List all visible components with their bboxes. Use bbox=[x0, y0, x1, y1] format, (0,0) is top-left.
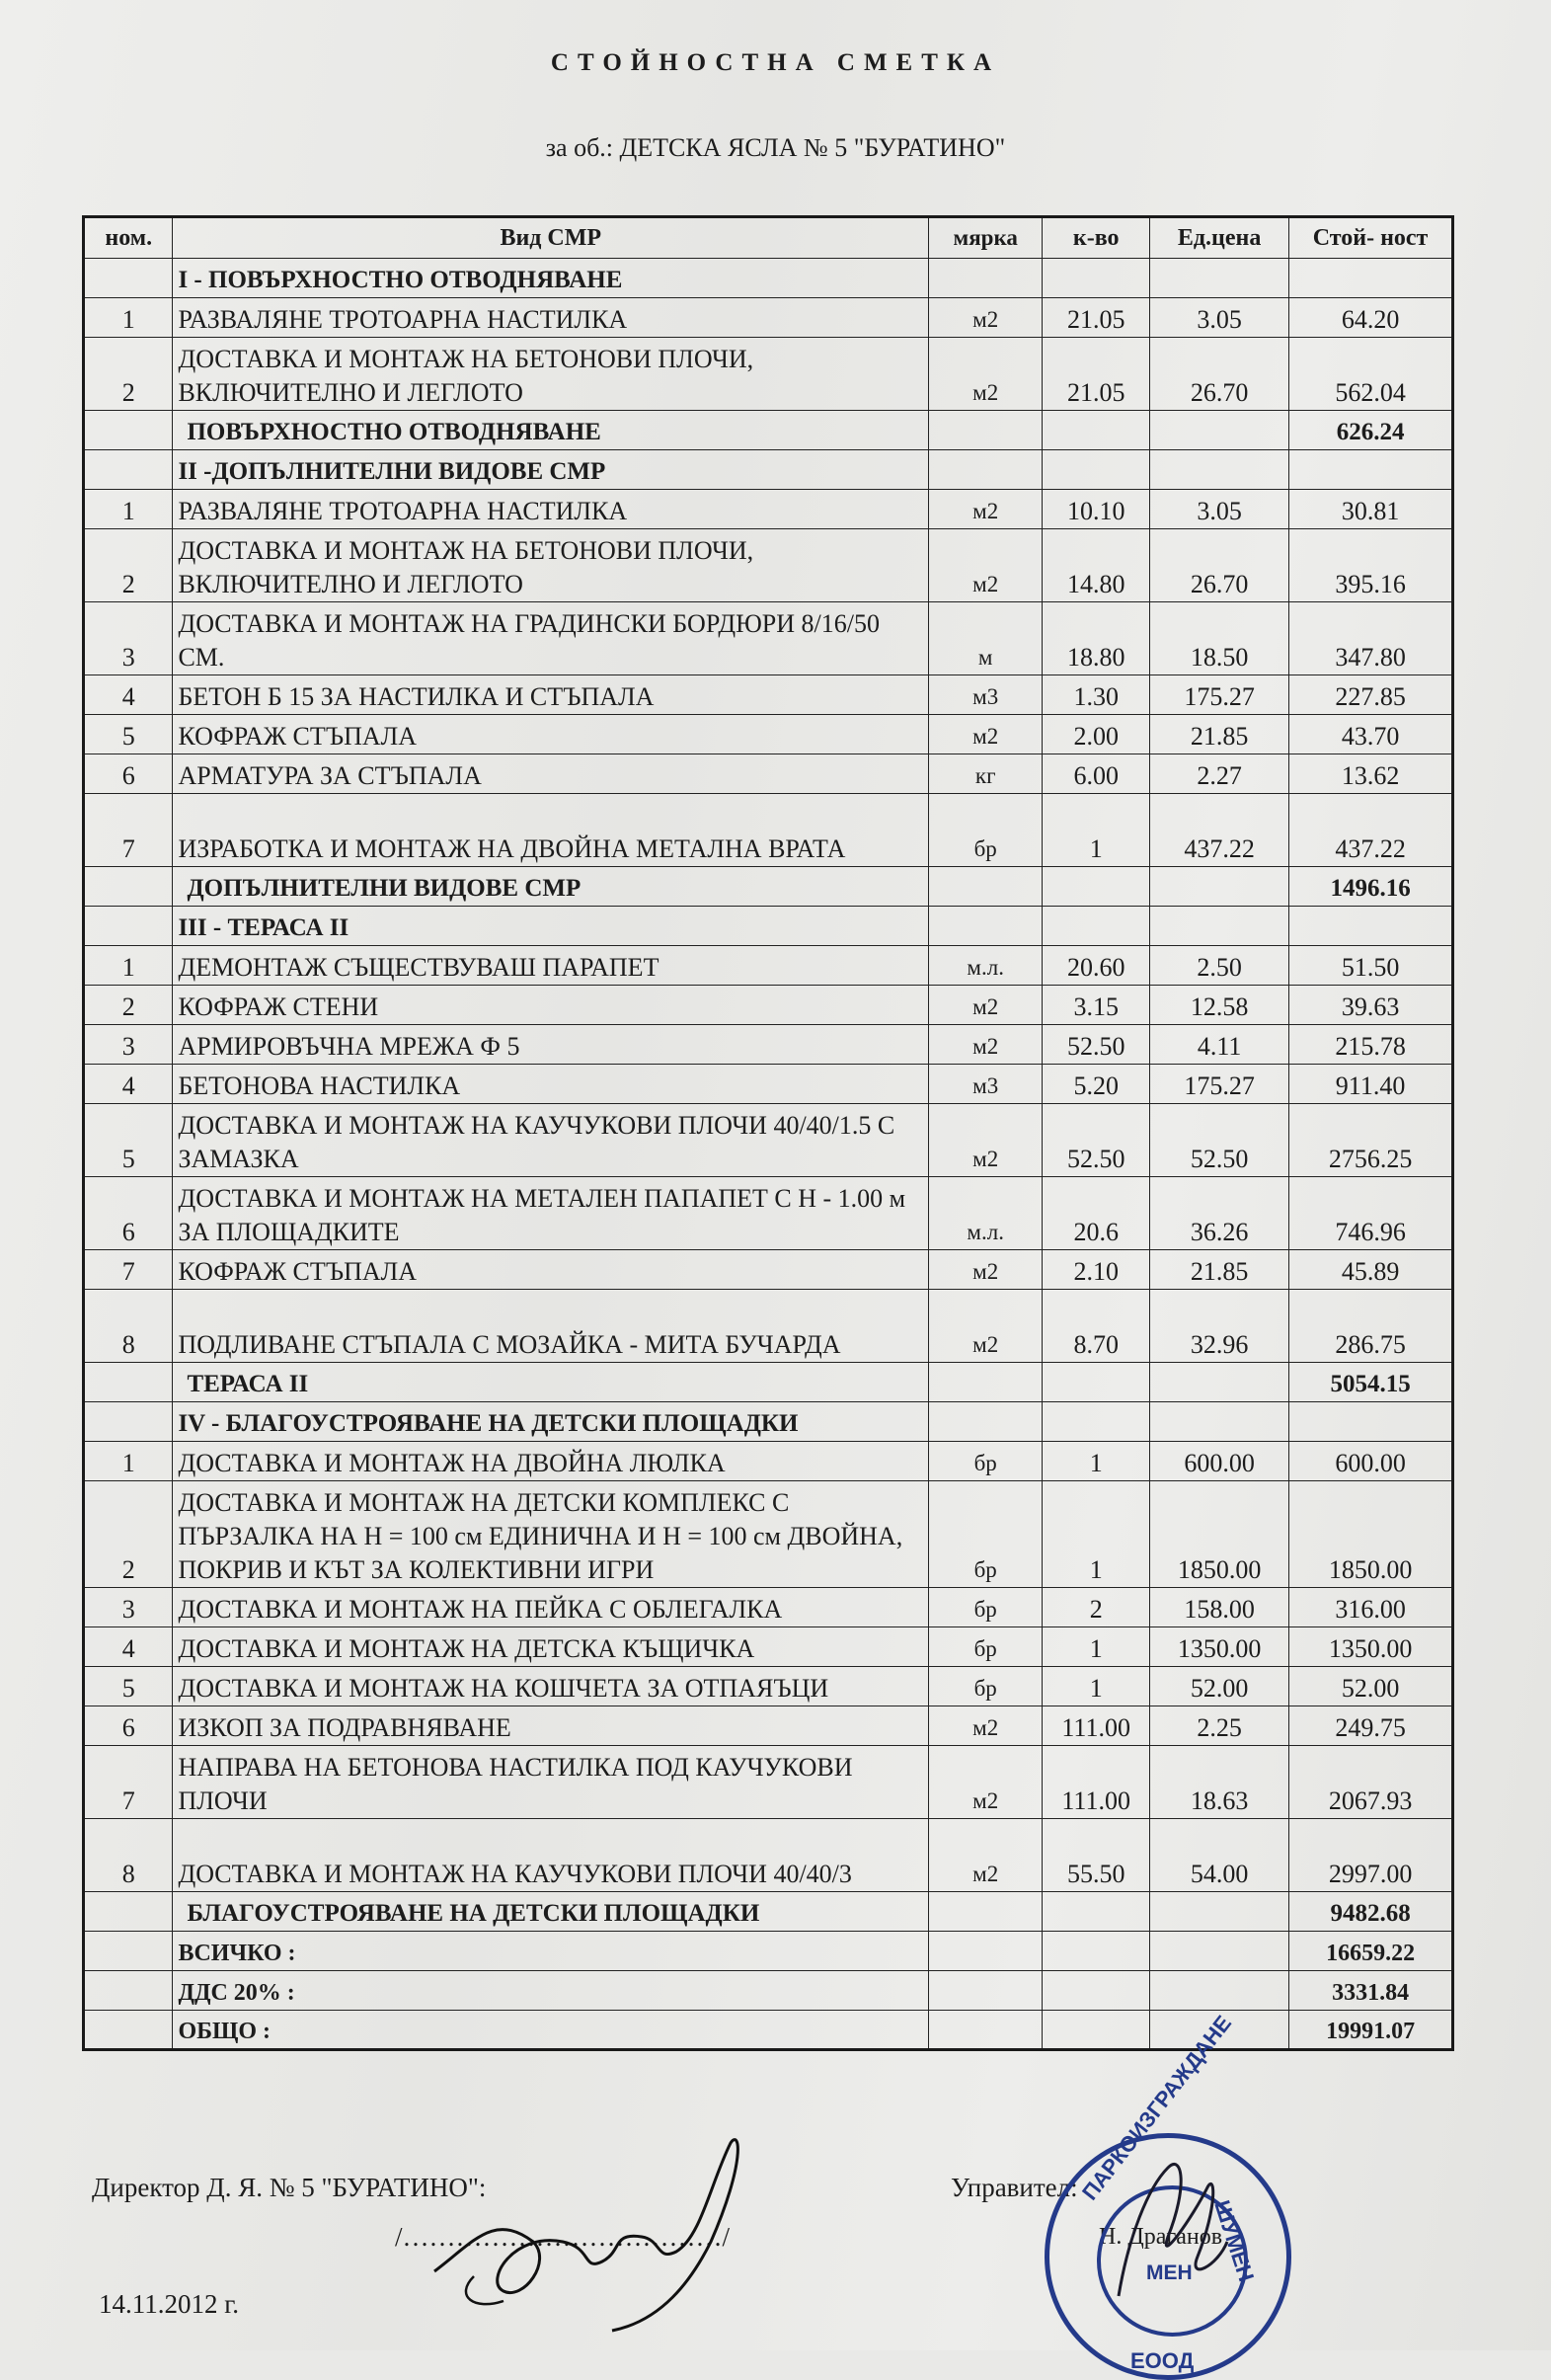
cell-price bbox=[1150, 907, 1289, 946]
cell-total: 227.85 bbox=[1289, 675, 1453, 715]
cell-total: 316.00 bbox=[1289, 1588, 1453, 1627]
cell-num: 4 bbox=[84, 1627, 173, 1667]
table-row bbox=[84, 1588, 1453, 1627]
cell-qty bbox=[1043, 259, 1150, 298]
cell-price bbox=[1150, 259, 1289, 298]
cell-num: 6 bbox=[84, 1706, 173, 1746]
cell-qty bbox=[1043, 411, 1150, 450]
cell-unit bbox=[929, 1892, 1043, 1932]
cell-price: 18.63 bbox=[1150, 1746, 1289, 1819]
table-row bbox=[84, 1250, 1453, 1290]
cell-unit: м2 bbox=[929, 1025, 1043, 1065]
manager-signature bbox=[1099, 2148, 1237, 2316]
cell-num bbox=[84, 907, 173, 946]
cell-num: 2 bbox=[84, 529, 173, 602]
cell-unit: м.л. bbox=[929, 1177, 1043, 1250]
cell-name: ВСИЧКО : bbox=[173, 1932, 929, 1971]
cell-name: ДОСТАВКА И МОНТАЖ НА КОШЧЕТА ЗА ОТПАЯЪЦИ bbox=[173, 1667, 929, 1706]
cell-price: 36.26 bbox=[1150, 1177, 1289, 1250]
cell-total: 39.63 bbox=[1289, 986, 1453, 1025]
summary-row bbox=[84, 1932, 1453, 1971]
table-row bbox=[84, 1819, 1453, 1892]
cell-name: ДДС 20% : bbox=[173, 1971, 929, 2011]
cell-num: 2 bbox=[84, 986, 173, 1025]
cell-unit: м2 bbox=[929, 338, 1043, 411]
cell-total: 52.00 bbox=[1289, 1667, 1453, 1706]
cell-num: 2 bbox=[84, 1481, 173, 1588]
table-row bbox=[84, 1706, 1453, 1746]
cell-num bbox=[84, 1363, 173, 1402]
cell-price: 3.05 bbox=[1150, 490, 1289, 529]
table-row bbox=[84, 1025, 1453, 1065]
cell-total: 5054.15 bbox=[1289, 1363, 1453, 1402]
cell-unit bbox=[929, 450, 1043, 490]
cell-name: РАЗВАЛЯНЕ ТРОТОАРНА НАСТИЛКА bbox=[173, 298, 929, 338]
cell-name: ДОСТАВКА И МОНТАЖ НА БЕТОНОВИ ПЛОЧИ, ВКЛЮЧИТЕЛНО И ЛЕГЛОТО bbox=[173, 529, 929, 602]
cell-num bbox=[84, 450, 173, 490]
table-row bbox=[84, 1627, 1453, 1667]
cell-qty: 20.6 bbox=[1043, 1177, 1150, 1250]
cell-qty bbox=[1043, 2011, 1150, 2050]
cell-price: 52.00 bbox=[1150, 1667, 1289, 1706]
table-row bbox=[84, 490, 1453, 529]
cell-total: 13.62 bbox=[1289, 754, 1453, 794]
cell-price: 4.11 bbox=[1150, 1025, 1289, 1065]
cell-num: 7 bbox=[84, 1250, 173, 1290]
cell-num: 8 bbox=[84, 1819, 173, 1892]
table-row bbox=[84, 1104, 1453, 1177]
stamp-text-bottom: ЕООД bbox=[1130, 2348, 1195, 2373]
director-label: Директор Д. Я. № 5 "БУРАТИНО": bbox=[92, 2173, 487, 2202]
cell-name: ДОСТАВКА И МОНТАЖ НА ДЕТСКИ КОМПЛЕКС С ПЪРЗАЛКА НА Н = 100 см ЕДИНИЧНА И Н = 100 см ДВОЙНА, ПОКРИВ И КЪТ ЗА КОЛЕКТИВНИ ИГРИ bbox=[173, 1481, 929, 1588]
cell-unit: м2 bbox=[929, 1819, 1043, 1892]
table-row bbox=[84, 1442, 1453, 1481]
cell-qty: 20.60 bbox=[1043, 946, 1150, 986]
cell-total: 437.22 bbox=[1289, 794, 1453, 867]
cell-num bbox=[84, 1892, 173, 1932]
cell-total: 600.00 bbox=[1289, 1442, 1453, 1481]
cell-price: 158.00 bbox=[1150, 1588, 1289, 1627]
cell-price: 2.25 bbox=[1150, 1706, 1289, 1746]
cell-unit: м2 bbox=[929, 490, 1043, 529]
cell-name: ПОДЛИВАНЕ СТЪПАЛА С МОЗАЙКА - МИТА БУЧАРДА bbox=[173, 1290, 929, 1363]
table-row bbox=[84, 298, 1453, 338]
cell-qty: 1 bbox=[1043, 1667, 1150, 1706]
cell-unit: м2 bbox=[929, 1104, 1043, 1177]
cell-name: БЕТОН Б 15 ЗА НАСТИЛКА И СТЪПАЛА bbox=[173, 675, 929, 715]
cell-price bbox=[1150, 1363, 1289, 1402]
cell-name: II -ДОПЪЛНИТЕЛНИ ВИДОВЕ СМР bbox=[173, 450, 929, 490]
stamp-text-center: МЕН bbox=[1146, 2261, 1193, 2284]
cell-num bbox=[84, 411, 173, 450]
cell-num: 5 bbox=[84, 1667, 173, 1706]
cell-total: 64.20 bbox=[1289, 298, 1453, 338]
subtotal-row bbox=[84, 1363, 1453, 1402]
cell-name: ИЗРАБОТКА И МОНТАЖ НА ДВОЙНА МЕТАЛНА ВРАТА bbox=[173, 794, 929, 867]
cell-total: 562.04 bbox=[1289, 338, 1453, 411]
cell-total: 347.80 bbox=[1289, 602, 1453, 675]
cell-price: 175.27 bbox=[1150, 675, 1289, 715]
table-row bbox=[84, 715, 1453, 754]
cell-qty: 14.80 bbox=[1043, 529, 1150, 602]
table-row bbox=[84, 1667, 1453, 1706]
cell-num: 4 bbox=[84, 675, 173, 715]
table-header-row bbox=[84, 217, 1453, 259]
cell-num: 6 bbox=[84, 754, 173, 794]
cell-price: 2.50 bbox=[1150, 946, 1289, 986]
summary-row bbox=[84, 2011, 1453, 2050]
cell-total: 746.96 bbox=[1289, 1177, 1453, 1250]
cell-name: АРМАТУРА ЗА СТЪПАЛА bbox=[173, 754, 929, 794]
cell-total: 1350.00 bbox=[1289, 1627, 1453, 1667]
cell-name: ОБЩО : bbox=[173, 2011, 929, 2050]
cell-unit: бр bbox=[929, 1481, 1043, 1588]
cell-qty: 5.20 bbox=[1043, 1065, 1150, 1104]
cell-num: 1 bbox=[84, 1442, 173, 1481]
cell-total: 249.75 bbox=[1289, 1706, 1453, 1746]
cell-num: 1 bbox=[84, 946, 173, 986]
header-price: Ед.цена bbox=[1150, 217, 1289, 259]
table-row bbox=[84, 1177, 1453, 1250]
cell-num: 5 bbox=[84, 1104, 173, 1177]
table-row bbox=[84, 754, 1453, 794]
cell-qty: 21.05 bbox=[1043, 338, 1150, 411]
cell-qty: 1 bbox=[1043, 1442, 1150, 1481]
cell-name: ДЕМОНТАЖ СЪЩЕСТВУВАШ ПАРАПЕТ bbox=[173, 946, 929, 986]
subtotal-row bbox=[84, 411, 1453, 450]
cell-qty: 1 bbox=[1043, 1481, 1150, 1588]
header-unit: мярка bbox=[929, 217, 1043, 259]
cell-price bbox=[1150, 867, 1289, 907]
cell-unit bbox=[929, 1971, 1043, 2011]
manager-name: Н. Драганов bbox=[1099, 2224, 1223, 2250]
cell-name: I - ПОВЪРХНОСТНО ОТВОДНЯВАНЕ bbox=[173, 259, 929, 298]
table-row bbox=[84, 986, 1453, 1025]
cell-price bbox=[1150, 411, 1289, 450]
company-stamp bbox=[1045, 2011, 1291, 2380]
document-subtitle: за об.: ДЕТСКА ЯСЛА № 5 "БУРАТИНО" bbox=[545, 133, 1006, 162]
cell-name: БЛАГОУСТРОЯВАНЕ НА ДЕТСКИ ПЛОЩАДКИ bbox=[173, 1892, 929, 1932]
cell-name: КОФРАЖ СТЪПАЛА bbox=[173, 1250, 929, 1290]
cell-unit: кг bbox=[929, 754, 1043, 794]
cell-name: ДОСТАВКА И МОНТАЖ НА БЕТОНОВИ ПЛОЧИ, ВКЛЮЧИТЕЛНО И ЛЕГЛОТО bbox=[173, 338, 929, 411]
cell-unit: м.л. bbox=[929, 946, 1043, 986]
cell-total: 43.70 bbox=[1289, 715, 1453, 754]
cell-num: 7 bbox=[84, 1746, 173, 1819]
table-row bbox=[84, 794, 1453, 867]
section-row bbox=[84, 450, 1453, 490]
cell-num: 6 bbox=[84, 1177, 173, 1250]
cell-unit bbox=[929, 1363, 1043, 1402]
cell-price: 175.27 bbox=[1150, 1065, 1289, 1104]
cell-name: КОФРАЖ СТЪПАЛА bbox=[173, 715, 929, 754]
cell-price bbox=[1150, 1402, 1289, 1442]
cell-num: 3 bbox=[84, 602, 173, 675]
cell-num: 5 bbox=[84, 715, 173, 754]
subtotal-row bbox=[84, 1892, 1453, 1932]
cell-total: 16659.22 bbox=[1289, 1932, 1453, 1971]
cell-name: III - ТЕРАСА II bbox=[173, 907, 929, 946]
cell-qty bbox=[1043, 1892, 1150, 1932]
cell-num: 7 bbox=[84, 794, 173, 867]
cell-unit: бр bbox=[929, 1667, 1043, 1706]
cell-qty: 1.30 bbox=[1043, 675, 1150, 715]
cell-price bbox=[1150, 450, 1289, 490]
cell-num bbox=[84, 259, 173, 298]
cell-name: ДОСТАВКА И МОНТАЖ НА МЕТАЛЕН ПАПАПЕТ С Н - 1.00 м ЗА ПЛОЩАДКИТЕ bbox=[173, 1177, 929, 1250]
cell-qty: 55.50 bbox=[1043, 1819, 1150, 1892]
cell-total bbox=[1289, 907, 1453, 946]
cell-unit: м2 bbox=[929, 1290, 1043, 1363]
header-total: Стой- ност bbox=[1289, 217, 1453, 259]
cell-name: ДОСТАВКА И МОНТАЖ НА КАУЧУКОВИ ПЛОЧИ 40/40/1.5 С ЗАМАЗКА bbox=[173, 1104, 929, 1177]
cell-unit: м2 bbox=[929, 529, 1043, 602]
cell-total: 626.24 bbox=[1289, 411, 1453, 450]
section-row bbox=[84, 1402, 1453, 1442]
cell-total: 3331.84 bbox=[1289, 1971, 1453, 2011]
cell-total: 19991.07 bbox=[1289, 2011, 1453, 2050]
cell-qty bbox=[1043, 450, 1150, 490]
cell-price: 1850.00 bbox=[1150, 1481, 1289, 1588]
cell-price: 1350.00 bbox=[1150, 1627, 1289, 1667]
cell-num: 1 bbox=[84, 298, 173, 338]
cell-unit: бр bbox=[929, 1588, 1043, 1627]
cell-price: 26.70 bbox=[1150, 338, 1289, 411]
cell-qty bbox=[1043, 907, 1150, 946]
cell-price bbox=[1150, 1971, 1289, 2011]
cell-total: 30.81 bbox=[1289, 490, 1453, 529]
cell-qty: 2 bbox=[1043, 1588, 1150, 1627]
cell-name: РАЗВАЛЯНЕ ТРОТОАРНА НАСТИЛКА bbox=[173, 490, 929, 529]
cell-price: 32.96 bbox=[1150, 1290, 1289, 1363]
cell-price: 54.00 bbox=[1150, 1819, 1289, 1892]
header-name: Вид СМР bbox=[173, 217, 929, 259]
header-num: ном. bbox=[84, 217, 173, 259]
cell-qty: 18.80 bbox=[1043, 602, 1150, 675]
cell-qty: 111.00 bbox=[1043, 1746, 1150, 1819]
cell-price: 18.50 bbox=[1150, 602, 1289, 675]
cell-name: БЕТОНОВА НАСТИЛКА bbox=[173, 1065, 929, 1104]
cell-unit: м2 bbox=[929, 1746, 1043, 1819]
cell-name: ДОСТАВКА И МОНТАЖ НА КАУЧУКОВИ ПЛОЧИ 40/40/3 bbox=[173, 1819, 929, 1892]
cell-price: 21.85 bbox=[1150, 715, 1289, 754]
cell-price: 12.58 bbox=[1150, 986, 1289, 1025]
cell-qty bbox=[1043, 1402, 1150, 1442]
cell-unit bbox=[929, 907, 1043, 946]
table-row bbox=[84, 529, 1453, 602]
cell-total bbox=[1289, 259, 1453, 298]
cell-unit: бр bbox=[929, 1442, 1043, 1481]
cell-qty: 111.00 bbox=[1043, 1706, 1150, 1746]
cell-unit: м3 bbox=[929, 1065, 1043, 1104]
cell-total: 286.75 bbox=[1289, 1290, 1453, 1363]
cell-qty bbox=[1043, 1363, 1150, 1402]
cell-qty: 3.15 bbox=[1043, 986, 1150, 1025]
cell-unit: м3 bbox=[929, 675, 1043, 715]
cell-num: 3 bbox=[84, 1588, 173, 1627]
cell-price: 26.70 bbox=[1150, 529, 1289, 602]
cell-total: 9482.68 bbox=[1289, 1892, 1453, 1932]
cell-total: 215.78 bbox=[1289, 1025, 1453, 1065]
document-title: СТОЙНОСТНА СМЕТКА bbox=[550, 49, 1001, 76]
cell-unit: м2 bbox=[929, 298, 1043, 338]
cell-num: 8 bbox=[84, 1290, 173, 1363]
table-row bbox=[84, 1290, 1453, 1363]
cell-qty: 2.00 bbox=[1043, 715, 1150, 754]
cell-num bbox=[84, 2011, 173, 2050]
cell-name: ДОСТАВКА И МОНТАЖ НА ГРАДИНСКИ БОРДЮРИ 8/16/50 СМ. bbox=[173, 602, 929, 675]
cell-price: 2.27 bbox=[1150, 754, 1289, 794]
cell-qty: 6.00 bbox=[1043, 754, 1150, 794]
cell-name: ПОВЪРХНОСТНО ОТВОДНЯВАНЕ bbox=[173, 411, 929, 450]
stamp-text-right: ШУМЕН bbox=[1209, 2197, 1260, 2285]
header-qty: к-во bbox=[1043, 217, 1150, 259]
cell-price: 600.00 bbox=[1150, 1442, 1289, 1481]
cell-total: 2067.93 bbox=[1289, 1746, 1453, 1819]
cell-total: 911.40 bbox=[1289, 1065, 1453, 1104]
cell-total: 395.16 bbox=[1289, 529, 1453, 602]
cell-name: IV - БЛАГОУСТРОЯВАНЕ НА ДЕТСКИ ПЛОЩАДКИ bbox=[173, 1402, 929, 1442]
cell-total: 51.50 bbox=[1289, 946, 1453, 986]
cost-table bbox=[82, 215, 1454, 2051]
table-row bbox=[84, 338, 1453, 411]
cell-price: 3.05 bbox=[1150, 298, 1289, 338]
cell-price bbox=[1150, 1892, 1289, 1932]
cell-price: 437.22 bbox=[1150, 794, 1289, 867]
cell-total: 45.89 bbox=[1289, 1250, 1453, 1290]
cell-qty: 52.50 bbox=[1043, 1025, 1150, 1065]
summary-row bbox=[84, 1971, 1453, 2011]
stamp-text-top: ПАРКОИЗГРАЖДАНЕ bbox=[1077, 2011, 1237, 2205]
cell-name: ДОСТАВКА И МОНТАЖ НА ПЕЙКА С ОБЛЕГАЛКА bbox=[173, 1588, 929, 1627]
director-signature bbox=[415, 2123, 770, 2340]
cell-name: ДОСТАВКА И МОНТАЖ НА ДЕТСКА КЪЩИЧКА bbox=[173, 1627, 929, 1667]
manager-label: Управител: bbox=[951, 2173, 1078, 2202]
section-row bbox=[84, 259, 1453, 298]
cell-name: НАПРАВА НА БЕТОНОВА НАСТИЛКА ПОД КАУЧУКОВИ ПЛОЧИ bbox=[173, 1746, 929, 1819]
cell-num: 1 bbox=[84, 490, 173, 529]
cell-name: ИЗКОП ЗА ПОДРАВНЯВАНЕ bbox=[173, 1706, 929, 1746]
document-date: 14.11.2012 г. bbox=[99, 2289, 240, 2319]
cell-qty: 1 bbox=[1043, 794, 1150, 867]
cell-unit bbox=[929, 259, 1043, 298]
cell-unit bbox=[929, 867, 1043, 907]
table-row bbox=[84, 1481, 1453, 1588]
cell-unit bbox=[929, 1932, 1043, 1971]
cell-unit: м2 bbox=[929, 715, 1043, 754]
cell-unit: м2 bbox=[929, 1250, 1043, 1290]
cell-total: 1496.16 bbox=[1289, 867, 1453, 907]
cell-unit: бр bbox=[929, 794, 1043, 867]
section-row bbox=[84, 907, 1453, 946]
cell-qty: 2.10 bbox=[1043, 1250, 1150, 1290]
cell-unit: м2 bbox=[929, 986, 1043, 1025]
cell-price: 52.50 bbox=[1150, 1104, 1289, 1177]
table-row bbox=[84, 675, 1453, 715]
cell-qty: 52.50 bbox=[1043, 1104, 1150, 1177]
cell-unit bbox=[929, 411, 1043, 450]
cell-num: 3 bbox=[84, 1025, 173, 1065]
cell-name: ДОПЪЛНИТЕЛНИ ВИДОВЕ СМР bbox=[173, 867, 929, 907]
cell-price bbox=[1150, 1932, 1289, 1971]
cell-price: 21.85 bbox=[1150, 1250, 1289, 1290]
cell-name: ТЕРАСА II bbox=[173, 1363, 929, 1402]
cell-num bbox=[84, 1971, 173, 2011]
cell-num: 4 bbox=[84, 1065, 173, 1104]
cell-total bbox=[1289, 1402, 1453, 1442]
cell-name: ДОСТАВКА И МОНТАЖ НА ДВОЙНА ЛЮЛКА bbox=[173, 1442, 929, 1481]
cell-num bbox=[84, 1402, 173, 1442]
cell-unit: м bbox=[929, 602, 1043, 675]
cell-unit bbox=[929, 2011, 1043, 2050]
cell-total: 2756.25 bbox=[1289, 1104, 1453, 1177]
table-row bbox=[84, 1746, 1453, 1819]
table-row bbox=[84, 602, 1453, 675]
cell-qty: 10.10 bbox=[1043, 490, 1150, 529]
cell-total: 2997.00 bbox=[1289, 1819, 1453, 1892]
table-body bbox=[84, 259, 1453, 2050]
cell-name: АРМИРОВЪЧНА МРЕЖА Ф 5 bbox=[173, 1025, 929, 1065]
cell-qty bbox=[1043, 867, 1150, 907]
cell-total bbox=[1289, 450, 1453, 490]
table-row bbox=[84, 1065, 1453, 1104]
cell-qty bbox=[1043, 1932, 1150, 1971]
cell-qty: 8.70 bbox=[1043, 1290, 1150, 1363]
cell-num bbox=[84, 867, 173, 907]
cell-name: КОФРАЖ СТЕНИ bbox=[173, 986, 929, 1025]
cell-qty: 21.05 bbox=[1043, 298, 1150, 338]
cell-qty: 1 bbox=[1043, 1627, 1150, 1667]
director-signature-line: /………………………………/ bbox=[395, 2222, 731, 2252]
cell-num bbox=[84, 1932, 173, 1971]
table-row bbox=[84, 946, 1453, 986]
cell-num: 2 bbox=[84, 338, 173, 411]
cell-unit: бр bbox=[929, 1627, 1043, 1667]
cell-total: 1850.00 bbox=[1289, 1481, 1453, 1588]
cell-unit bbox=[929, 1402, 1043, 1442]
cell-qty bbox=[1043, 1971, 1150, 2011]
cell-unit: м2 bbox=[929, 1706, 1043, 1746]
subtotal-row bbox=[84, 867, 1453, 907]
